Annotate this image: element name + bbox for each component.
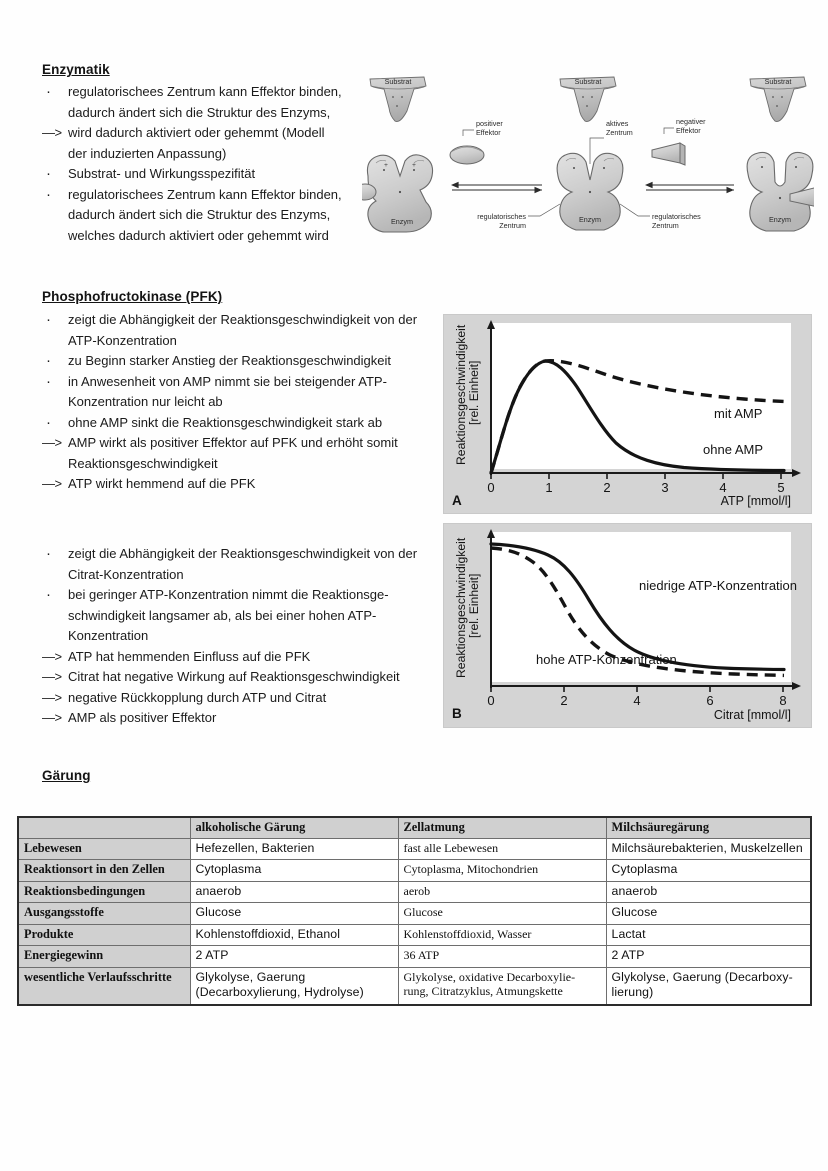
chart-b-xtick-4: 8: [779, 693, 787, 708]
textblock-pfk: [42, 310, 442, 495]
active-center-label-1: aktives: [606, 119, 629, 128]
substrate-label-middle: Substrat: [574, 77, 602, 86]
table-cell-line: Glucose: [611, 905, 658, 919]
table-cell-line: rung, Citratzyklus, Atmungskette: [403, 984, 563, 998]
table-cell: [398, 881, 606, 903]
enzyme-left: [362, 155, 433, 232]
negative-effector-label-1: negativer: [676, 117, 706, 126]
table-row-header: wesentliche Verlaufsschritte: [18, 967, 190, 1005]
table-row-header: Energiegewinn: [18, 946, 190, 968]
table-cell: [398, 967, 606, 1005]
chart-panel-a: [443, 314, 812, 514]
fermentation-comparison-table: [17, 816, 812, 1006]
table-cell: [606, 946, 811, 968]
regulatory-center-left-1: regulatorisches: [477, 212, 526, 221]
chart-a-xtick-2: 2: [603, 480, 611, 495]
bullet-line: der induzierten Anpassung): [68, 145, 227, 161]
textblock-citrat: [42, 544, 442, 729]
table-row-header: Produkte: [18, 924, 190, 946]
bullet-row: [42, 688, 442, 709]
positive-effector-label-1: positiver: [476, 119, 503, 128]
bullet-text: [68, 585, 442, 647]
arrow-marker: —>: [42, 689, 62, 705]
arrow-marker: —>: [42, 648, 62, 664]
active-center-label-2: Zentrum: [606, 128, 633, 137]
table-row: [18, 838, 811, 860]
chart-a-xtick-5: 5: [777, 480, 785, 495]
bullet-line: dadurch ändert sich die Struktur des Enzyms,: [68, 104, 331, 120]
table-row: [18, 881, 811, 903]
enzyme-label-middle: Enzym: [579, 215, 601, 224]
table-cell: [606, 967, 811, 1005]
bullet-line: Substrat- und Wirkungsspezifität: [68, 166, 256, 181]
chart-b-xtick-1: 2: [560, 693, 568, 708]
bullet-row: [42, 667, 442, 688]
regulatory-center-right-2: Zentrum: [652, 221, 679, 230]
bullet-line: regulatorischees Zentrum kann Effektor binden,: [68, 84, 342, 99]
bullet-line: AMP wirkt als positiver Effektor auf PFK und erhöht somit: [68, 435, 398, 450]
bullet-text: [68, 647, 442, 668]
chart-a-ylabel-line2: [rel. Einheit]: [467, 360, 481, 425]
table-cell-line: Hefezellen, Bakterien: [195, 840, 315, 855]
chart-b-xlabel: Citrat [mmol/l]: [713, 708, 791, 722]
bullet-marker: ·: [46, 413, 51, 431]
table-cell-line: Kohlenstoffdioxid, Ethanol: [195, 926, 341, 941]
table-cell-line: Glykolyse, oxidative Decarboxylie-: [403, 969, 576, 984]
chart-a-xtick-3: 3: [661, 480, 669, 495]
bullet-line: dadurch ändert sich die Struktur des Enzyms,: [68, 207, 331, 222]
bullet-text: [68, 544, 442, 585]
table-cell: [398, 903, 606, 925]
bullet-row: [42, 585, 442, 647]
substrate-middle: [560, 77, 616, 122]
table-cell-line: 36 ATP: [403, 948, 440, 962]
equilibrium-arrow-right: [646, 185, 734, 190]
bullet-text: [68, 351, 442, 372]
chart-panel-b: [443, 523, 812, 728]
table-cell: [190, 946, 398, 968]
section-heading-pfk: Phosphofructokinase (PFK): [42, 289, 223, 304]
table-cell: [398, 860, 606, 882]
substrate-label-right: Substrat: [764, 77, 792, 86]
table-column-header: Zellatmung: [398, 817, 606, 838]
enzyme-label-left: Enzym: [391, 217, 413, 226]
bullet-row: [42, 647, 442, 668]
table-cell: [398, 838, 606, 860]
regulatory-center-callout-left: [477, 204, 560, 230]
bullet-line: AMP als positiver Effektor: [68, 710, 217, 725]
table-cell: [190, 903, 398, 925]
bullet-row: [42, 372, 442, 413]
bullet-line: welches dadurch aktiviert oder gehemmt wird: [68, 227, 329, 243]
table-row: [18, 860, 811, 882]
arrow-marker: —>: [42, 435, 62, 450]
bullet-marker: ·: [46, 311, 51, 328]
bullet-text: [68, 310, 442, 351]
bullet-text: [68, 433, 442, 474]
positive-effector: [450, 119, 503, 164]
chart-a-xtick-4: 4: [719, 480, 727, 495]
bullet-row: [42, 708, 442, 729]
equilibrium-arrow-left: [452, 185, 542, 190]
bullet-line: negative Rückkopplung durch ATP und Citrat: [68, 689, 327, 705]
table-column-header: alkoholische Gärung: [190, 817, 398, 838]
bullet-line: zeigt die Abhängigkeit der Reaktionsgeschwindigkeit von der: [68, 546, 418, 561]
arrow-marker: —>: [42, 669, 62, 684]
substrate-label-left: Substrat: [384, 77, 412, 86]
chart-b-label-niedrige: niedrige ATP-Konzentration: [639, 578, 798, 593]
bullet-text: [68, 688, 442, 709]
table-row: [18, 967, 811, 1005]
bullet-line: Citrat-Konzentration: [68, 566, 184, 582]
bullet-line: wird dadurch aktiviert oder gehemmt (Modell: [68, 125, 325, 140]
table-cell: [606, 903, 811, 925]
chart-b-ylabel-line2: [rel. Einheit]: [467, 573, 481, 638]
bullet-text: [68, 413, 442, 434]
table-cell: [190, 838, 398, 860]
table-row-header: Reaktionsort in den Zellen: [18, 860, 190, 882]
bullet-marker: ·: [46, 586, 51, 603]
table-cell: [190, 967, 398, 1005]
bullet-marker: ·: [46, 545, 51, 562]
table-cell-line: Glucose: [195, 905, 242, 919]
bullet-text: [68, 474, 442, 495]
bullet-row: [42, 544, 442, 585]
table-cell-line: Cytoplasma: [195, 862, 262, 876]
bullet-row: [42, 413, 442, 434]
arrow-marker: —>: [42, 710, 62, 725]
bullet-line: schwindigkeit langsamer ab, als bei einer hohen ATP-: [68, 607, 377, 623]
enzyme-state-inhibited: [747, 77, 814, 231]
regulatory-center-left-2: Zentrum: [499, 221, 526, 230]
chart-b-panel-letter: B: [452, 706, 462, 721]
table-column-header: Milchsäuregärung: [606, 817, 811, 838]
bullet-marker: ·: [46, 372, 51, 390]
arrow-marker: —>: [42, 476, 62, 491]
bullet-text: [68, 185, 372, 247]
chart-a-label-ohne-amp: ohne AMP: [703, 442, 763, 457]
bullet-line: Konzentration nur leicht ab: [68, 394, 223, 409]
bullet-line: zeigt die Abhängigkeit der Reaktionsgeschwindigkeit von der: [68, 312, 418, 327]
table-cell-line: Glykolyse, Gaerung (Decarboxy-: [611, 969, 793, 984]
table-cell-line: 2 ATP: [195, 948, 229, 962]
table-cell-line: Cytoplasma: [611, 862, 678, 876]
substrate-left: [370, 77, 426, 122]
enzyme-effector-diagram: [362, 64, 814, 256]
arrow-marker: —>: [42, 125, 62, 140]
substrate-right: [750, 77, 806, 122]
negative-effector: [652, 117, 706, 165]
negative-effector-label-2: Effektor: [676, 126, 701, 135]
table-cell-line: fast alle Lebewesen: [403, 840, 499, 855]
table-cell: [606, 881, 811, 903]
chart-b-label-hohe: hohe ATP-Konzentration: [536, 652, 677, 667]
table-cell: [398, 946, 606, 968]
table-cell-line: anaerob: [611, 883, 658, 898]
table-row-header: Lebewesen: [18, 838, 190, 860]
bullet-row: [42, 82, 372, 123]
bullet-row: [42, 433, 442, 474]
bullet-line: regulatorischees Zentrum kann Effektor binden,: [68, 186, 342, 202]
enzyme-state-inactive: [362, 77, 503, 232]
table-cell-line: (Decarboxylierung, Hydrolyse): [195, 985, 364, 999]
bullet-row: [42, 123, 372, 164]
chart-a-xlabel: ATP [mmol/l]: [720, 494, 791, 508]
table-cell-line: Milchsäurebakterien, Muskelzellen: [611, 840, 803, 855]
bullet-line: ATP wirkt hemmend auf die PFK: [68, 476, 256, 491]
table-cell-line: anaerob: [195, 883, 242, 898]
chart-a-panel-letter: A: [452, 493, 462, 508]
table-cell-line: lierung): [611, 985, 654, 999]
positive-effector-label-2: Effektor: [476, 128, 501, 137]
bullet-line: Reaktionsgeschwindigkeit: [68, 455, 218, 471]
bullet-line: ATP hat hemmenden Einfluss auf die PFK: [68, 648, 311, 664]
bullet-text: [68, 372, 442, 413]
bullet-marker: ·: [46, 83, 51, 100]
enzyme-right: [747, 152, 814, 231]
table-cell: [606, 838, 811, 860]
chart-b-xtick-0: 0: [487, 693, 495, 708]
bullet-marker: ·: [46, 352, 51, 369]
regulatory-center-right-1: regulatorisches: [652, 212, 701, 221]
bullet-text: [68, 82, 372, 123]
chart-b-ylabel-line1: Reaktionsgeschwindigkeit: [454, 537, 468, 678]
table-cell: [606, 924, 811, 946]
bullet-text: [68, 708, 442, 729]
bullet-text: [68, 164, 372, 185]
table-cell-line: Glucose: [403, 905, 443, 919]
chart-b-xtick-3: 6: [706, 693, 714, 708]
bullet-line: ohne AMP sinkt die Reaktionsgeschwindigkeit stark ab: [68, 414, 383, 430]
bullet-line: zu Beginn starker Anstieg der Reaktionsgeschwindigkeit: [68, 353, 392, 368]
table-row-header: Reaktionsbedingungen: [18, 881, 190, 903]
textblock-enzymatik: [42, 82, 372, 246]
chart-a-ylabel-line1: Reaktionsgeschwindigkeit: [454, 324, 468, 465]
table-cell: [190, 860, 398, 882]
table-cell-line: 2 ATP: [611, 948, 645, 962]
bullet-line: Citrat hat negative Wirkung auf Reaktionsgeschwindigkeit: [68, 669, 400, 684]
svg-text:+: +: [384, 162, 388, 169]
table-cell: [398, 924, 606, 946]
bullet-row: [42, 310, 442, 351]
chart-a-label-mit-amp: mit AMP: [714, 406, 763, 421]
bullet-row: [42, 474, 442, 495]
section-heading-gaerung: Gärung: [42, 768, 91, 783]
regulatory-center-callout-right: [620, 204, 701, 230]
table-cell-line: aerob: [403, 883, 431, 898]
bullet-marker: ·: [46, 185, 51, 203]
table-cell: [190, 924, 398, 946]
bullet-line: ATP-Konzentration: [68, 332, 177, 348]
table-corner-cell: [18, 817, 190, 838]
chart-a-xtick-1: 1: [545, 480, 553, 495]
table-cell-line: Lactat: [611, 926, 646, 941]
table-row: [18, 903, 811, 925]
bullet-marker: ·: [46, 165, 51, 182]
table-cell: [606, 860, 811, 882]
table-cell-line: Glykolyse, Gaerung: [195, 969, 306, 984]
enzyme-state-active: [477, 77, 706, 230]
bullet-row: [42, 351, 442, 372]
bullet-text: [68, 667, 442, 688]
table-cell-line: Kohlenstoffdioxid, Wasser: [403, 926, 532, 941]
enzyme-label-right: Enzym: [769, 215, 791, 224]
table-row: [18, 924, 811, 946]
table-row-header: Ausgangsstoffe: [18, 903, 190, 925]
bullet-row: [42, 185, 372, 247]
table-cell: [190, 881, 398, 903]
svg-text:+: +: [412, 162, 416, 169]
bullet-line: bei geringer ATP-Konzentration nimmt die Reaktionsge-: [68, 587, 389, 602]
bullet-line: Konzentration: [68, 628, 149, 643]
bullet-text: [68, 123, 372, 164]
chart-a-xtick-0: 0: [487, 480, 495, 495]
enzyme-middle: [557, 153, 623, 230]
bullet-line: in Anwesenheit von AMP nimmt sie bei steigender ATP-: [68, 373, 387, 389]
chart-b-xtick-2: 4: [633, 693, 641, 708]
table-row: [18, 946, 811, 968]
table-cell-line: Cytoplasma, Mitochondrien: [403, 862, 539, 876]
bullet-row: [42, 164, 372, 185]
table-header-row: [18, 817, 811, 838]
section-heading-enzymatik: Enzymatik: [42, 62, 110, 77]
